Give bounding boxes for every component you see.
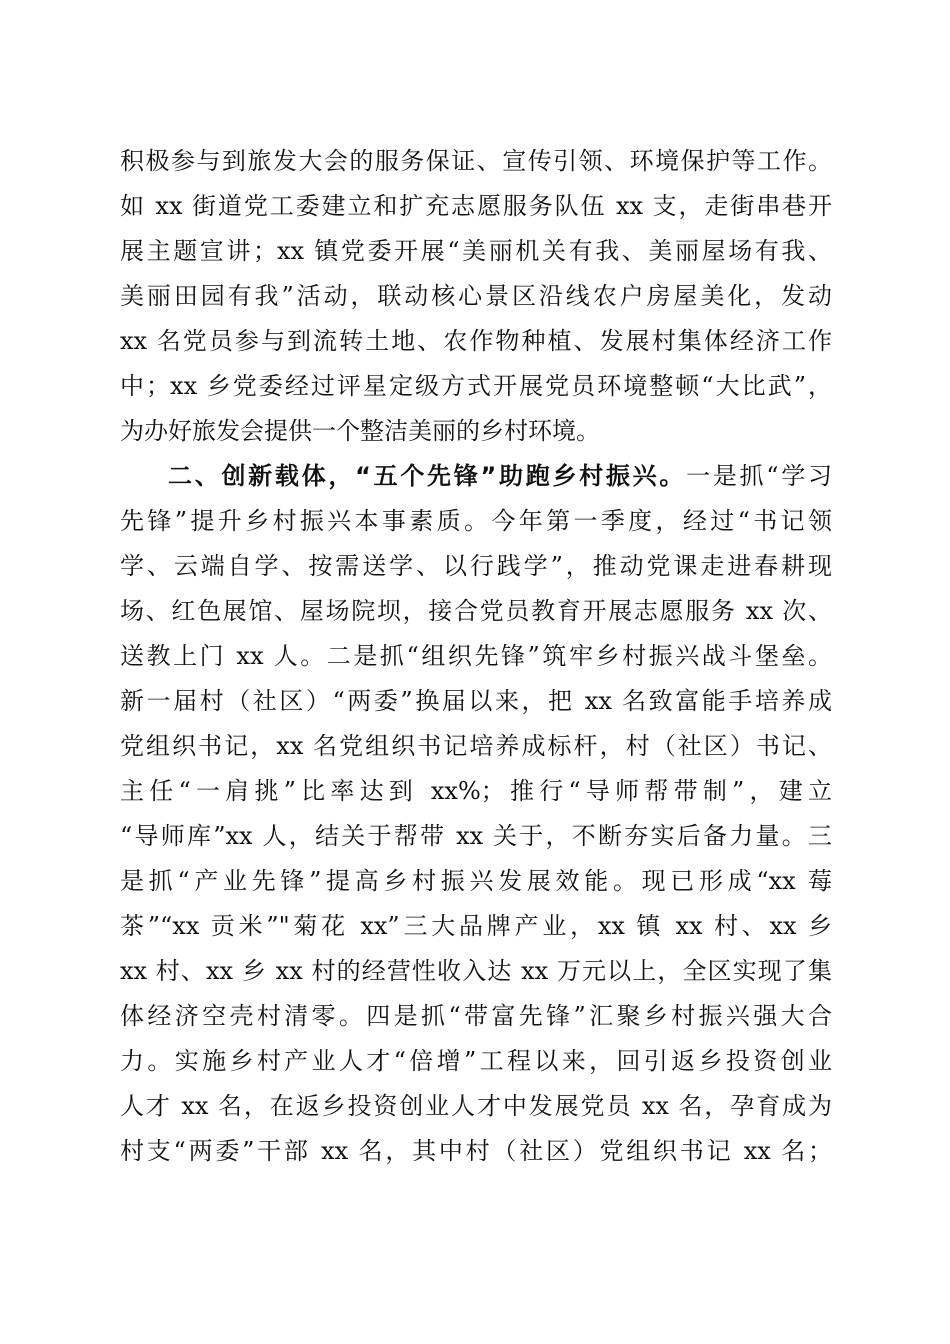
paragraph-2-line-5: 送教上门 xx 人。二是抓“组织先锋”筑牢乡村振兴战斗堡垒。 bbox=[120, 642, 832, 670]
section-heading: 二、创新载体，“五个先锋”助跑乡村振兴。 bbox=[168, 462, 687, 490]
paragraph-2-line-2: 先锋”提升乡村振兴本事素质。今年第一季度，经过“书记领 bbox=[120, 507, 832, 535]
paragraph-2-line-8: 主任“一肩挑”比率达到 xx%；推行“导师帮带制”，建立 bbox=[120, 777, 832, 805]
paragraph-2-line-1 bbox=[168, 458, 832, 494]
paragraph-2-line-15: 人才 xx 名，在返乡投资创业人才中发展党员 xx 名，孕育成为 bbox=[120, 1092, 832, 1120]
paragraph-1-line-4: 美丽田园有我”活动，联动核心景区沿线农户房屋美化，发动 bbox=[120, 282, 832, 310]
paragraph-1-line-3: 展主题宣讲；xx 镇党委开展“美丽机关有我、美丽屋场有我、 bbox=[120, 237, 832, 265]
paragraph-2-line-14: 力。实施乡村产业人才“倍增”工程以来，回引返乡投资创业 bbox=[120, 1047, 832, 1075]
paragraph-2-line-7: 党组织书记，xx 名党组织书记培养成标杆，村（社区）书记、 bbox=[120, 732, 832, 760]
paragraph-2-line-1-rest: 一是抓“学习 bbox=[686, 462, 832, 490]
paragraph-2-line-11: 茶”“xx 贡米”"菊花 xx”三大品牌产业，xx 镇 xx 村、xx 乡 bbox=[120, 912, 832, 940]
paragraph-1-line-7: 为办好旅发会提供一个整洁美丽的乡村环境。 bbox=[120, 417, 600, 445]
paragraph-2-line-13: 体经济空壳村清零。四是抓“带富先锋”汇聚乡村振兴强大合 bbox=[120, 1002, 832, 1030]
paragraph-1-line-2: 如 xx 街道党工委建立和扩充志愿服务队伍 xx 支，走街串巷开 bbox=[120, 192, 832, 220]
paragraph-2-line-12: xx 村、xx 乡 xx 村的经营性收入达 xx 万元以上，全区实现了集 bbox=[120, 957, 832, 985]
paragraph-1-line-5: xx 名党员参与到流转土地、农作物种植、发展村集体经济工作 bbox=[120, 327, 832, 355]
paragraph-2-line-6: 新一届村（社区）“两委”换届以来，把 xx 名致富能手培养成 bbox=[120, 687, 832, 715]
paragraph-2-line-16: 村支“两委”干部 xx 名，其中村（社区）党组织书记 xx 名； bbox=[120, 1137, 832, 1165]
paragraph-2-line-9: “导师库”xx 人，结关于帮带 xx 关于，不断夯实后备力量。三 bbox=[120, 822, 832, 850]
paragraph-1-line-6: 中；xx 乡党委经过评星定级方式开展党员环境整顿“大比武”， bbox=[120, 372, 832, 400]
paragraph-2-line-10: 是抓“产业先锋”提高乡村振兴发展效能。现已形成“xx 莓 bbox=[120, 867, 832, 895]
paragraph-1-line-1: 积极参与到旅发大会的服务保证、宣传引领、环境保护等工作。 bbox=[120, 147, 832, 175]
paragraph-2-line-4: 场、红色展馆、屋场院坝，接合党员教育开展志愿服务 xx 次、 bbox=[120, 597, 832, 625]
paragraph-2-line-3: 学、云端自学、按需送学、以行践学”，推动党课走进春耕现 bbox=[120, 552, 832, 580]
